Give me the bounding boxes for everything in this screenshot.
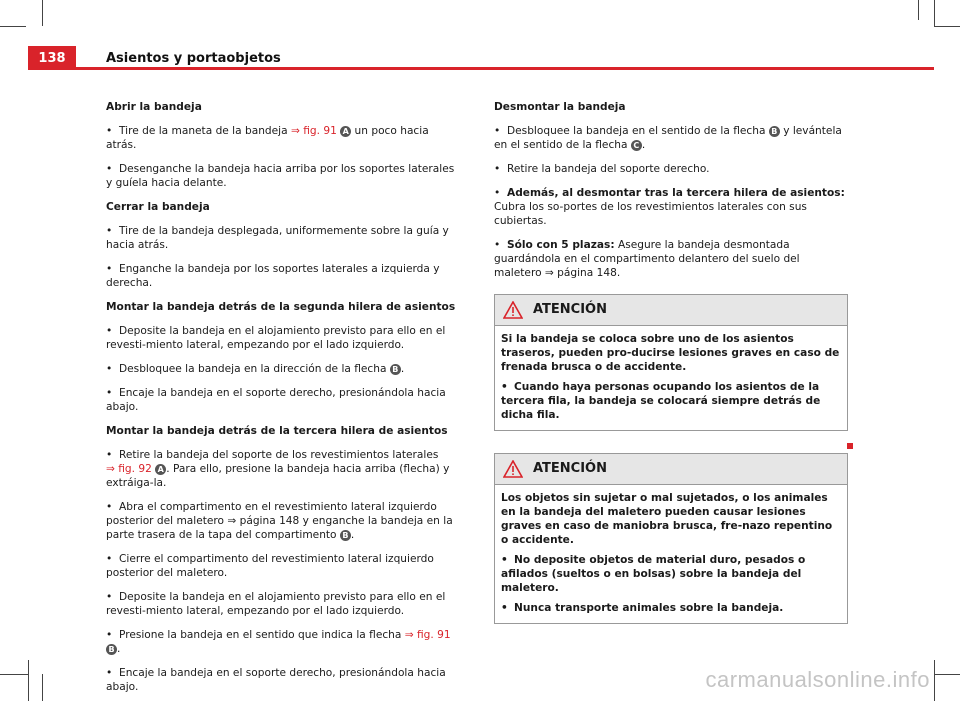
crop-mark	[934, 26, 960, 27]
item-bold-text: Además, al desmontar tras la tercera hilera de asientos:	[507, 187, 845, 199]
list-item: • Encaje la bandeja en el soporte derecho, presionándola hacia abajo.	[106, 667, 446, 693]
list-item: • Retire la bandeja del soporte derecho.	[494, 163, 710, 175]
crop-mark	[918, 0, 919, 20]
list-item: • Encaje la bandeja en el soporte derecho, presionándola hacia abajo.	[106, 387, 446, 413]
list-item: • Además, al desmontar tras la tercera hilera de asientos: Cubra los so-portes de los revestimientos laterales con sus cubiertas.	[494, 187, 845, 227]
item-text: .	[117, 643, 121, 655]
warning-header	[495, 295, 847, 326]
list-item: • Desenganche la bandeja hacia arriba por los soportes laterales y guíela hacia delante.	[106, 163, 455, 189]
header-rule	[28, 67, 934, 70]
crop-mark	[934, 674, 960, 675]
item-text: Encaje la bandeja en el soporte derecho, presionándola hacia abajo.	[106, 387, 446, 413]
section-end-marker	[847, 443, 853, 449]
list-item: • Abra el compartimento en el revestimiento lateral izquierdo posterior del maletero ⇒ página 148 y enganche la bandeja en la parte trasera de la tapa del compartimento B .	[106, 501, 453, 541]
callout-b: B	[769, 126, 780, 137]
item-text: Encaje la bandeja en el soporte derecho, presionándola hacia abajo.	[106, 667, 446, 693]
item-text: Retire la bandeja del soporte derecho.	[507, 163, 710, 175]
list-item: • Enganche la bandeja por los soportes laterales a izquierda y derecha.	[106, 263, 440, 289]
list-item: • Presione la bandeja en el sentido que indica la flecha ⇒ fig. 91 B .	[106, 629, 451, 655]
item-text: Cierre el compartimento del revestimiento lateral izquierdo posterior del maletero.	[106, 553, 434, 579]
item-text: Tire de la bandeja desplegada, uniformemente sobre la guía y hacia atrás.	[106, 225, 449, 251]
list-item: • Deposite la bandeja en el alojamiento previsto para ello en el revesti-miento lateral, empezando por el lado izquierdo.	[106, 591, 446, 617]
item-text: Desenganche la bandeja hacia arriba por los soportes laterales y guíela hacia delante.	[106, 163, 455, 189]
list-item: • No deposite objetos de material duro, pesados o afilados (sueltos o en bolsas) sobre la bandeja del maletero.	[501, 554, 806, 594]
item-text: Tire de la maneta de la bandeja	[119, 125, 291, 137]
list-item: • Sólo con 5 plazas: Asegure la bandeja desmontada guardándola en el compartimento delantero del suelo del maletero ⇒ página 148.	[494, 239, 800, 279]
item-text: .	[641, 139, 646, 151]
callout-b: B	[106, 644, 117, 655]
crop-mark	[42, 674, 43, 701]
left-column	[106, 100, 462, 704]
heading-cerrar: Cerrar la bandeja	[106, 201, 210, 213]
heading-desmontar: Desmontar la bandeja	[494, 101, 626, 113]
item-text: Deposite la bandeja en el alojamiento previsto para ello en el revesti-miento lateral, empezando por el lado izquierdo.	[106, 325, 446, 351]
warning-box	[494, 294, 848, 431]
item-text: Retire la bandeja del soporte de los revestimientos laterales	[119, 449, 439, 461]
heading-abrir: Abrir la bandeja	[106, 101, 202, 113]
figure-link[interactable]: ⇒ fig. 91	[404, 629, 451, 641]
crop-mark	[0, 26, 26, 27]
warning-body	[495, 326, 847, 430]
list-item: • Desbloquee la bandeja en el sentido de la flecha B y levántela en el sentido de la flecha C .	[494, 125, 842, 151]
callout-a: A	[340, 126, 351, 137]
crop-mark	[28, 660, 29, 701]
page-number: 138	[28, 46, 76, 70]
item-text: Desbloquee la bandeja en el sentido de la flecha	[507, 125, 769, 137]
warning-box	[494, 453, 848, 624]
item-text: No deposite objetos de material duro, pesados o afilados (sueltos o en bolsas) sobre la bandeja del maletero.	[501, 554, 806, 594]
crop-mark	[42, 0, 43, 26]
item-text: Nunca transporte animales sobre la bandeja.	[514, 602, 784, 614]
crop-mark	[0, 674, 28, 675]
list-item: • Nunca transporte animales sobre la bandeja.	[501, 602, 784, 614]
callout-a: A	[155, 464, 166, 475]
callout-b: B	[340, 530, 351, 541]
item-text: .	[350, 529, 355, 541]
warning-triangle-icon	[503, 460, 523, 478]
right-column	[494, 100, 848, 646]
crop-mark	[934, 660, 935, 701]
warning-title: ATENCIÓN	[533, 302, 607, 317]
list-item: • Cierre el compartimento del revestimiento lateral izquierdo posterior del maletero.	[106, 553, 434, 579]
list-item: • Desbloquee la bandeja en la dirección de la flecha B .	[106, 363, 405, 375]
crop-mark	[934, 0, 935, 26]
warning-header	[495, 454, 847, 485]
warning-triangle-icon	[503, 301, 523, 319]
warning-text: Los objetos sin sujetar o mal sujetados, o los animales en la bandeja del maletero pueden causar lesiones graves en caso de maniobra brusca, fre-nazo repentino o accidente.	[501, 492, 833, 546]
item-text: Presione la bandeja en el sentido que indica la flecha	[119, 629, 405, 641]
warning-title: ATENCIÓN	[533, 461, 607, 476]
heading-montar-segunda: Montar la bandeja detrás de la segunda hilera de asientos	[106, 301, 456, 313]
callout-b: B	[390, 364, 401, 375]
list-item: • Deposite la bandeja en el alojamiento previsto para ello en el revesti-miento lateral, empezando por el lado izquierdo.	[106, 325, 446, 351]
callout-c: C	[631, 140, 642, 151]
item-text: Asegure la bandeja desmontada guardándola en el compartimento delantero del suelo del maletero ⇒ página 148.	[494, 239, 800, 279]
section-title: Asientos y portaobjetos	[106, 50, 281, 66]
list-item: • Tire de la bandeja desplegada, uniformemente sobre la guía y hacia atrás.	[106, 225, 449, 251]
item-text: Enganche la bandeja por los soportes laterales a izquierda y derecha.	[106, 263, 440, 289]
list-item: • Cuando haya personas ocupando los asientos de la tercera fila, la bandeja se colocará siempre detrás de dicha fila.	[501, 381, 821, 421]
list-item: • Tire de la maneta de la bandeja ⇒ fig. 91 A un poco hacia atrás.	[106, 125, 429, 151]
warning-body	[495, 485, 847, 623]
item-text: Deposite la bandeja en el alojamiento previsto para ello en el revesti-miento lateral, empezando por el lado izquierdo.	[106, 591, 446, 617]
item-text: . Para ello, presione la bandeja hacia arriba (flecha) y extráiga-la.	[106, 463, 450, 489]
item-text: .	[400, 363, 405, 375]
warning-text: Si la bandeja se coloca sobre uno de los asientos traseros, pueden pro-ducirse lesiones graves en caso de frenada brusca o de accidente.	[501, 333, 840, 373]
item-text: y levántela en el sentido de la flecha	[494, 125, 842, 151]
item-text: Cubra los so-portes de los revestimientos laterales con sus cubiertas.	[494, 201, 807, 227]
item-text: Desbloquee la bandeja en la dirección de la flecha	[119, 363, 390, 375]
list-item: • Retire la bandeja del soporte de los revestimientos laterales ⇒ fig. 92 A . Para ello, presione la bandeja hacia arriba (flecha) y extráiga-la.	[106, 449, 450, 489]
figure-link[interactable]: ⇒ fig. 92	[106, 463, 152, 475]
item-bold-text: Sólo con 5 plazas:	[507, 239, 615, 251]
item-text: Abra el compartimento en el revestimiento lateral izquierdo posterior del maletero ⇒ página 148 y enganche la bandeja en la parte trasera de la tapa del compartimento	[106, 501, 453, 541]
heading-montar-tercera: Montar la bandeja detrás de la tercera hilera de asientos	[106, 425, 448, 437]
figure-link[interactable]: ⇒ fig. 91	[290, 125, 337, 137]
watermark: carmanualsonline.info	[705, 667, 930, 692]
item-text: un poco hacia atrás.	[106, 125, 429, 151]
item-text: Cuando haya personas ocupando los asientos de la tercera fila, la bandeja se colocará siempre detrás de dicha fila.	[501, 381, 821, 421]
